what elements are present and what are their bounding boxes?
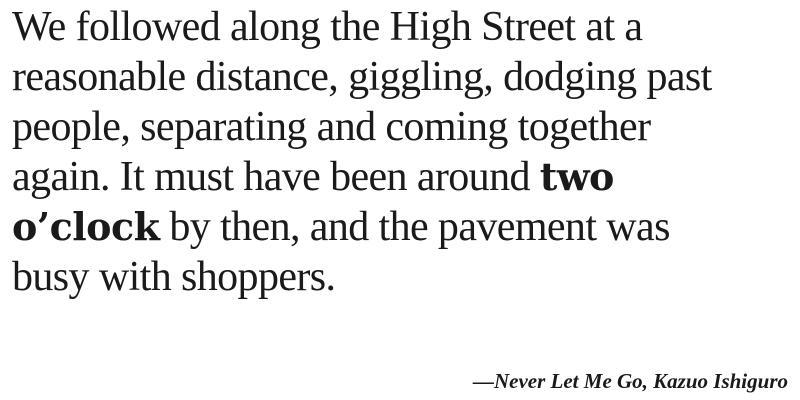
quote-line-6: busy with shoppers.: [12, 254, 336, 300]
quote-passage: [12, 2, 792, 302]
quote-line-5: [12, 202, 792, 252]
quote-line-5-text: by then, and the pavement was: [159, 204, 670, 250]
quote-line-4: [12, 152, 792, 202]
quote-line-4-text: again. It must have been around: [12, 154, 540, 200]
quote-attribution: —Never Let Me Go, Kazuo Ishiguro: [472, 369, 788, 393]
quote-line-1: We followed along the High Street at a: [12, 4, 643, 50]
quote-line-3: people, separating and coming together: [12, 104, 651, 150]
emphasis-two: two: [539, 154, 614, 199]
quote-line-2: reasonable distance, giggling, dodging past: [12, 54, 712, 100]
emphasis-oclock: o’clock: [12, 204, 160, 249]
